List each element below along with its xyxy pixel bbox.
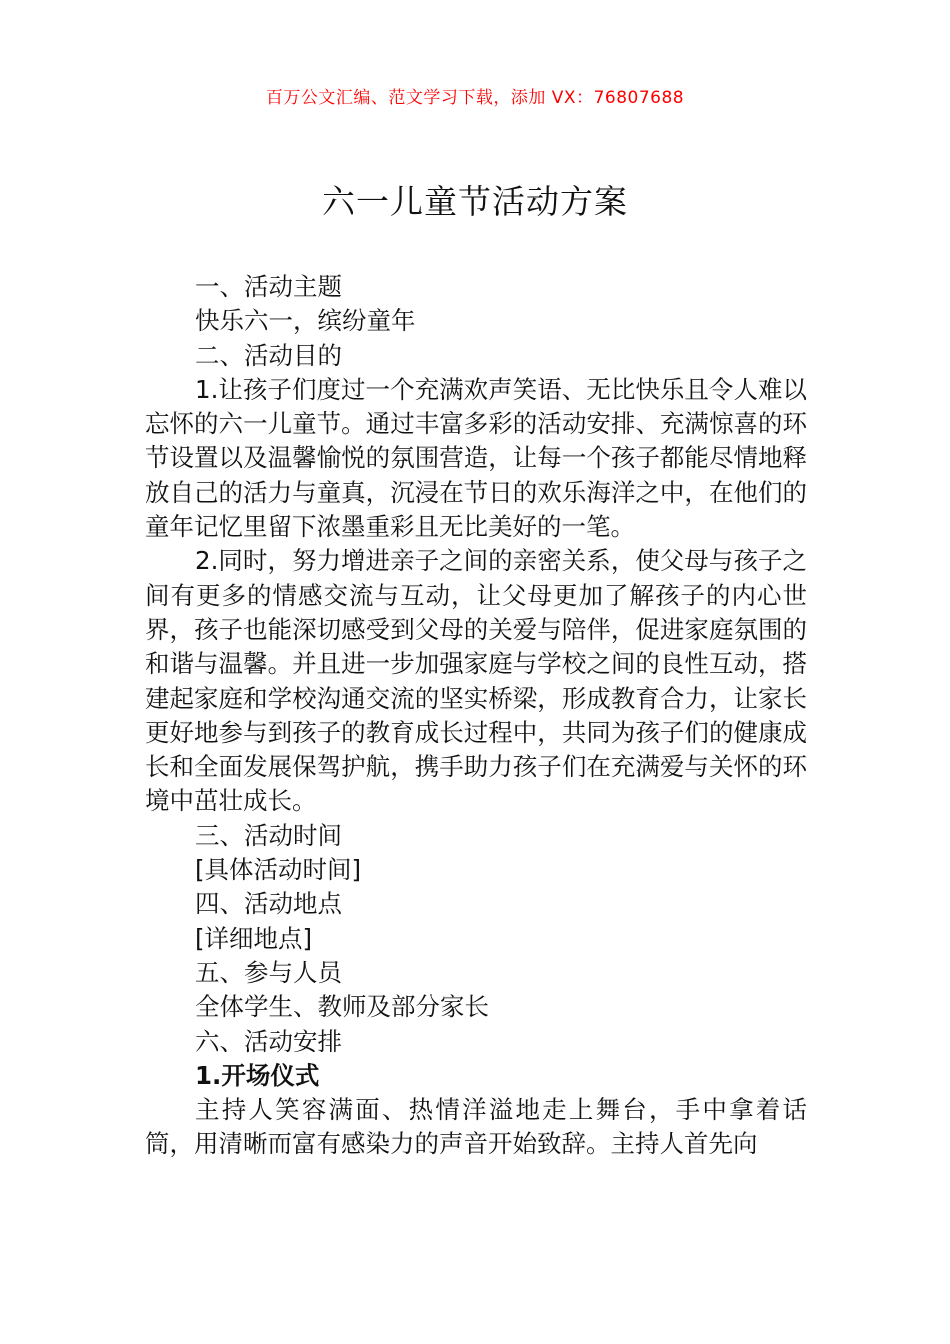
section-heading-place: 四、活动地点: [195, 889, 342, 919]
header-note: 百万公文汇编、范文学习下载，添加 VX：76807688: [265, 88, 685, 108]
theme-text: 快乐六一，缤纷童年: [195, 306, 416, 336]
purpose-paragraph-1: 1.让孩子们度过一个充满欢声笑语、无比快乐且令人难以忘怀的六一儿童节。通过丰富多彩的活动安排、充满惊喜的环节设置以及温馨愉悦的氛围营造，让每一个孩子都能尽情地释放自己的活力与童真，沉浸在节日的欢乐海洋之中，在他们的童年记忆里留下浓墨重彩且无比美好的一笔。: [145, 374, 807, 542]
opening-paragraph: 主持人笑容满面、热情洋溢地走上舞台，手中拿着话筒，用清晰而富有感染力的声音开始致辞。主持人首先向: [145, 1095, 807, 1159]
section-heading-time: 三、活动时间: [195, 820, 342, 850]
place-text: [详细地点]: [195, 923, 313, 953]
section-heading-theme: 一、活动主题: [195, 272, 342, 301]
purpose-paragraph-2: 2.同时，努力增进亲子之间的亲密关系，使父母与孩子之间有更多的情感交流与互动，让父母更加了解孩子的内心世界，孩子也能深切感受到父母的关爱与陪伴，促进家庭氛围的和谐与温馨。并且进一步加强家庭与学校之间的良性互动，搭建起家庭和学校沟通交流的坚实桥梁，形成教育合力，让家长更好地参与到孩子的教育成长过程中，共同为孩子们的健康成长和全面发展保驾护航，携手助力孩子们在充满爱与关怀的环境中茁壮成长。: [145, 546, 807, 816]
document-title: 六一儿童节活动方案: [322, 182, 628, 221]
document-body: [145, 270, 807, 1162]
people-text: 全体学生、教师及部分家长: [195, 992, 489, 1022]
section-heading-purpose: 二、活动目的: [195, 340, 342, 370]
section-heading-people: 五、参与人员: [195, 957, 342, 987]
subheading-opening: 1.开场仪式: [195, 1060, 320, 1090]
time-text: [具体活动时间]: [195, 855, 362, 885]
section-heading-arrangement: 六、活动安排: [195, 1026, 342, 1056]
